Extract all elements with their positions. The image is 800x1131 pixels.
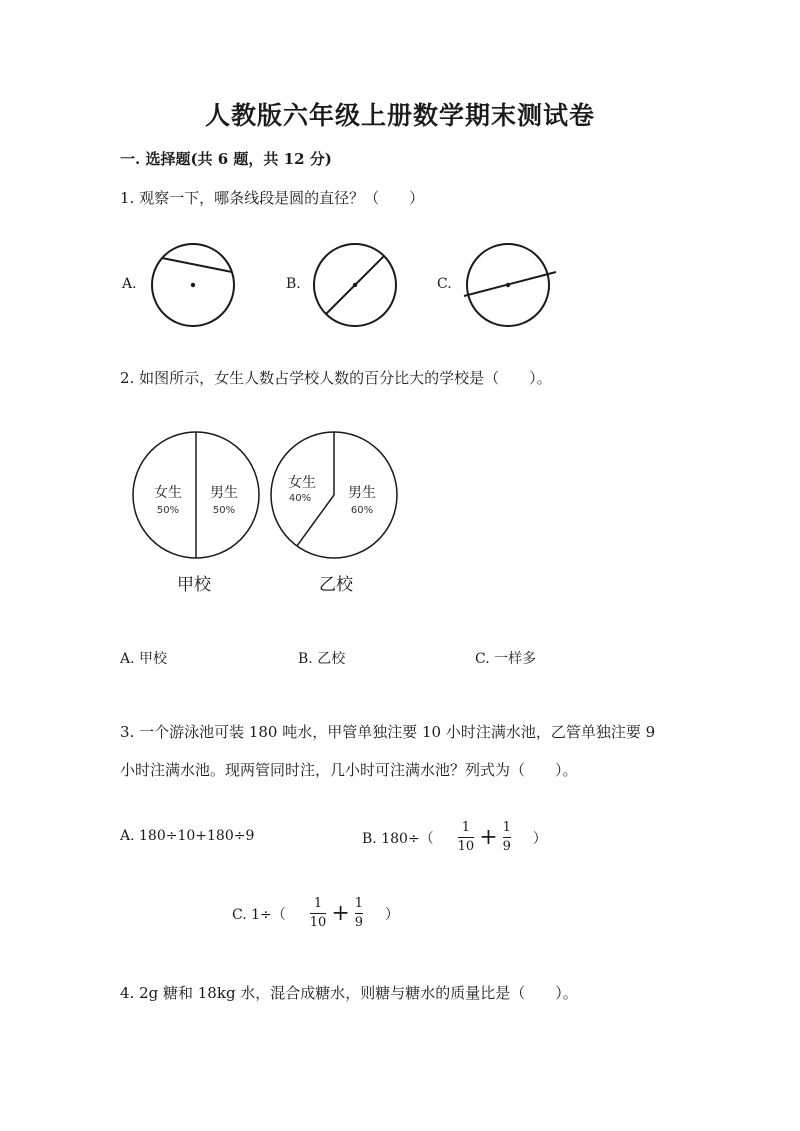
fraction-numerator: 1 bbox=[354, 896, 364, 911]
q2-pie-charts bbox=[128, 425, 418, 600]
fraction-denominator: 10 bbox=[457, 839, 475, 854]
pie-yi-slice-label-1: 女生 bbox=[288, 475, 316, 491]
page-title: 人教版六年级上册数学期末测试卷 bbox=[204, 101, 595, 130]
q1-option-a-label: A. bbox=[122, 276, 137, 292]
question-3-line-1: 3. 一个游泳池可装 180 吨水，甲管单独注要 10 小时注满水池，乙管单独注要 9 bbox=[120, 723, 656, 741]
q3-option-c-prefix: C. 1÷（ bbox=[232, 906, 286, 923]
pie-yi-slice-value-2: 60% bbox=[350, 505, 374, 516]
q3-option-a: A. 180÷10+180÷9 bbox=[120, 828, 255, 844]
fraction-1-10 bbox=[458, 820, 475, 855]
q2-option-a: A. 甲校 bbox=[120, 651, 168, 667]
closing-paren: ） bbox=[532, 830, 547, 847]
q1-option-b-label: B. bbox=[286, 276, 301, 292]
fraction-1-9 bbox=[355, 896, 363, 931]
fraction-denominator: 9 bbox=[502, 839, 511, 854]
fraction-numerator: 1 bbox=[461, 820, 471, 835]
pie-jia-caption: 甲校 bbox=[177, 575, 211, 595]
q3-option-b bbox=[362, 820, 547, 855]
section-heading: 一. 选择题(共 6 题，共 12 分) bbox=[120, 150, 332, 168]
q2-option-c: C. 一样多 bbox=[475, 651, 537, 667]
question-2-text: 2. 如图所示，女生人数占学校人数的百分比大的学校是（ ）。 bbox=[120, 369, 552, 387]
plus-sign: + bbox=[479, 825, 498, 850]
q1-option-c-label: C. bbox=[437, 276, 452, 292]
pie-yi-slice-value-1: 40% bbox=[288, 493, 312, 504]
plus-sign: + bbox=[331, 901, 350, 926]
pie-jia-slice-label-1: 女生 bbox=[154, 485, 182, 501]
pie-chart-jia bbox=[133, 432, 259, 558]
fraction-denominator: 9 bbox=[354, 915, 364, 930]
pie-yi-slice-label-2: 男生 bbox=[348, 485, 376, 501]
question-1-text: 1. 观察一下，哪条线段是圆的直径？（ ） bbox=[120, 189, 425, 207]
q1-option-b-figure bbox=[310, 242, 402, 332]
pie-jia-slice-value-1: 50% bbox=[156, 505, 180, 516]
q3-option-c bbox=[232, 896, 399, 931]
pie-jia-slice-value-2: 50% bbox=[212, 505, 236, 516]
q3-option-b-prefix: B. 180÷（ bbox=[362, 830, 434, 847]
fraction-1-10 bbox=[310, 896, 327, 931]
question-3-line-2: 小时注满水池。现两管同时注，几小时可注满水池？列式为（ ）。 bbox=[120, 761, 578, 779]
pie-jia-slice-label-2: 男生 bbox=[210, 485, 238, 501]
fraction-1-9 bbox=[503, 820, 511, 855]
fraction-numerator: 1 bbox=[502, 820, 511, 835]
q1-option-c-figure bbox=[460, 240, 560, 332]
fraction-denominator: 10 bbox=[309, 915, 327, 930]
question-4-text: 4. 2g 糖和 18kg 水，混合成糖水，则糖与糖水的质量比是（ ）。 bbox=[120, 984, 578, 1002]
q2-option-b: B. 乙校 bbox=[298, 651, 346, 667]
q1-option-a-figure bbox=[148, 242, 240, 332]
closing-paren: ） bbox=[385, 906, 400, 923]
fraction-numerator: 1 bbox=[313, 896, 323, 911]
pie-yi-caption: 乙校 bbox=[319, 575, 353, 595]
